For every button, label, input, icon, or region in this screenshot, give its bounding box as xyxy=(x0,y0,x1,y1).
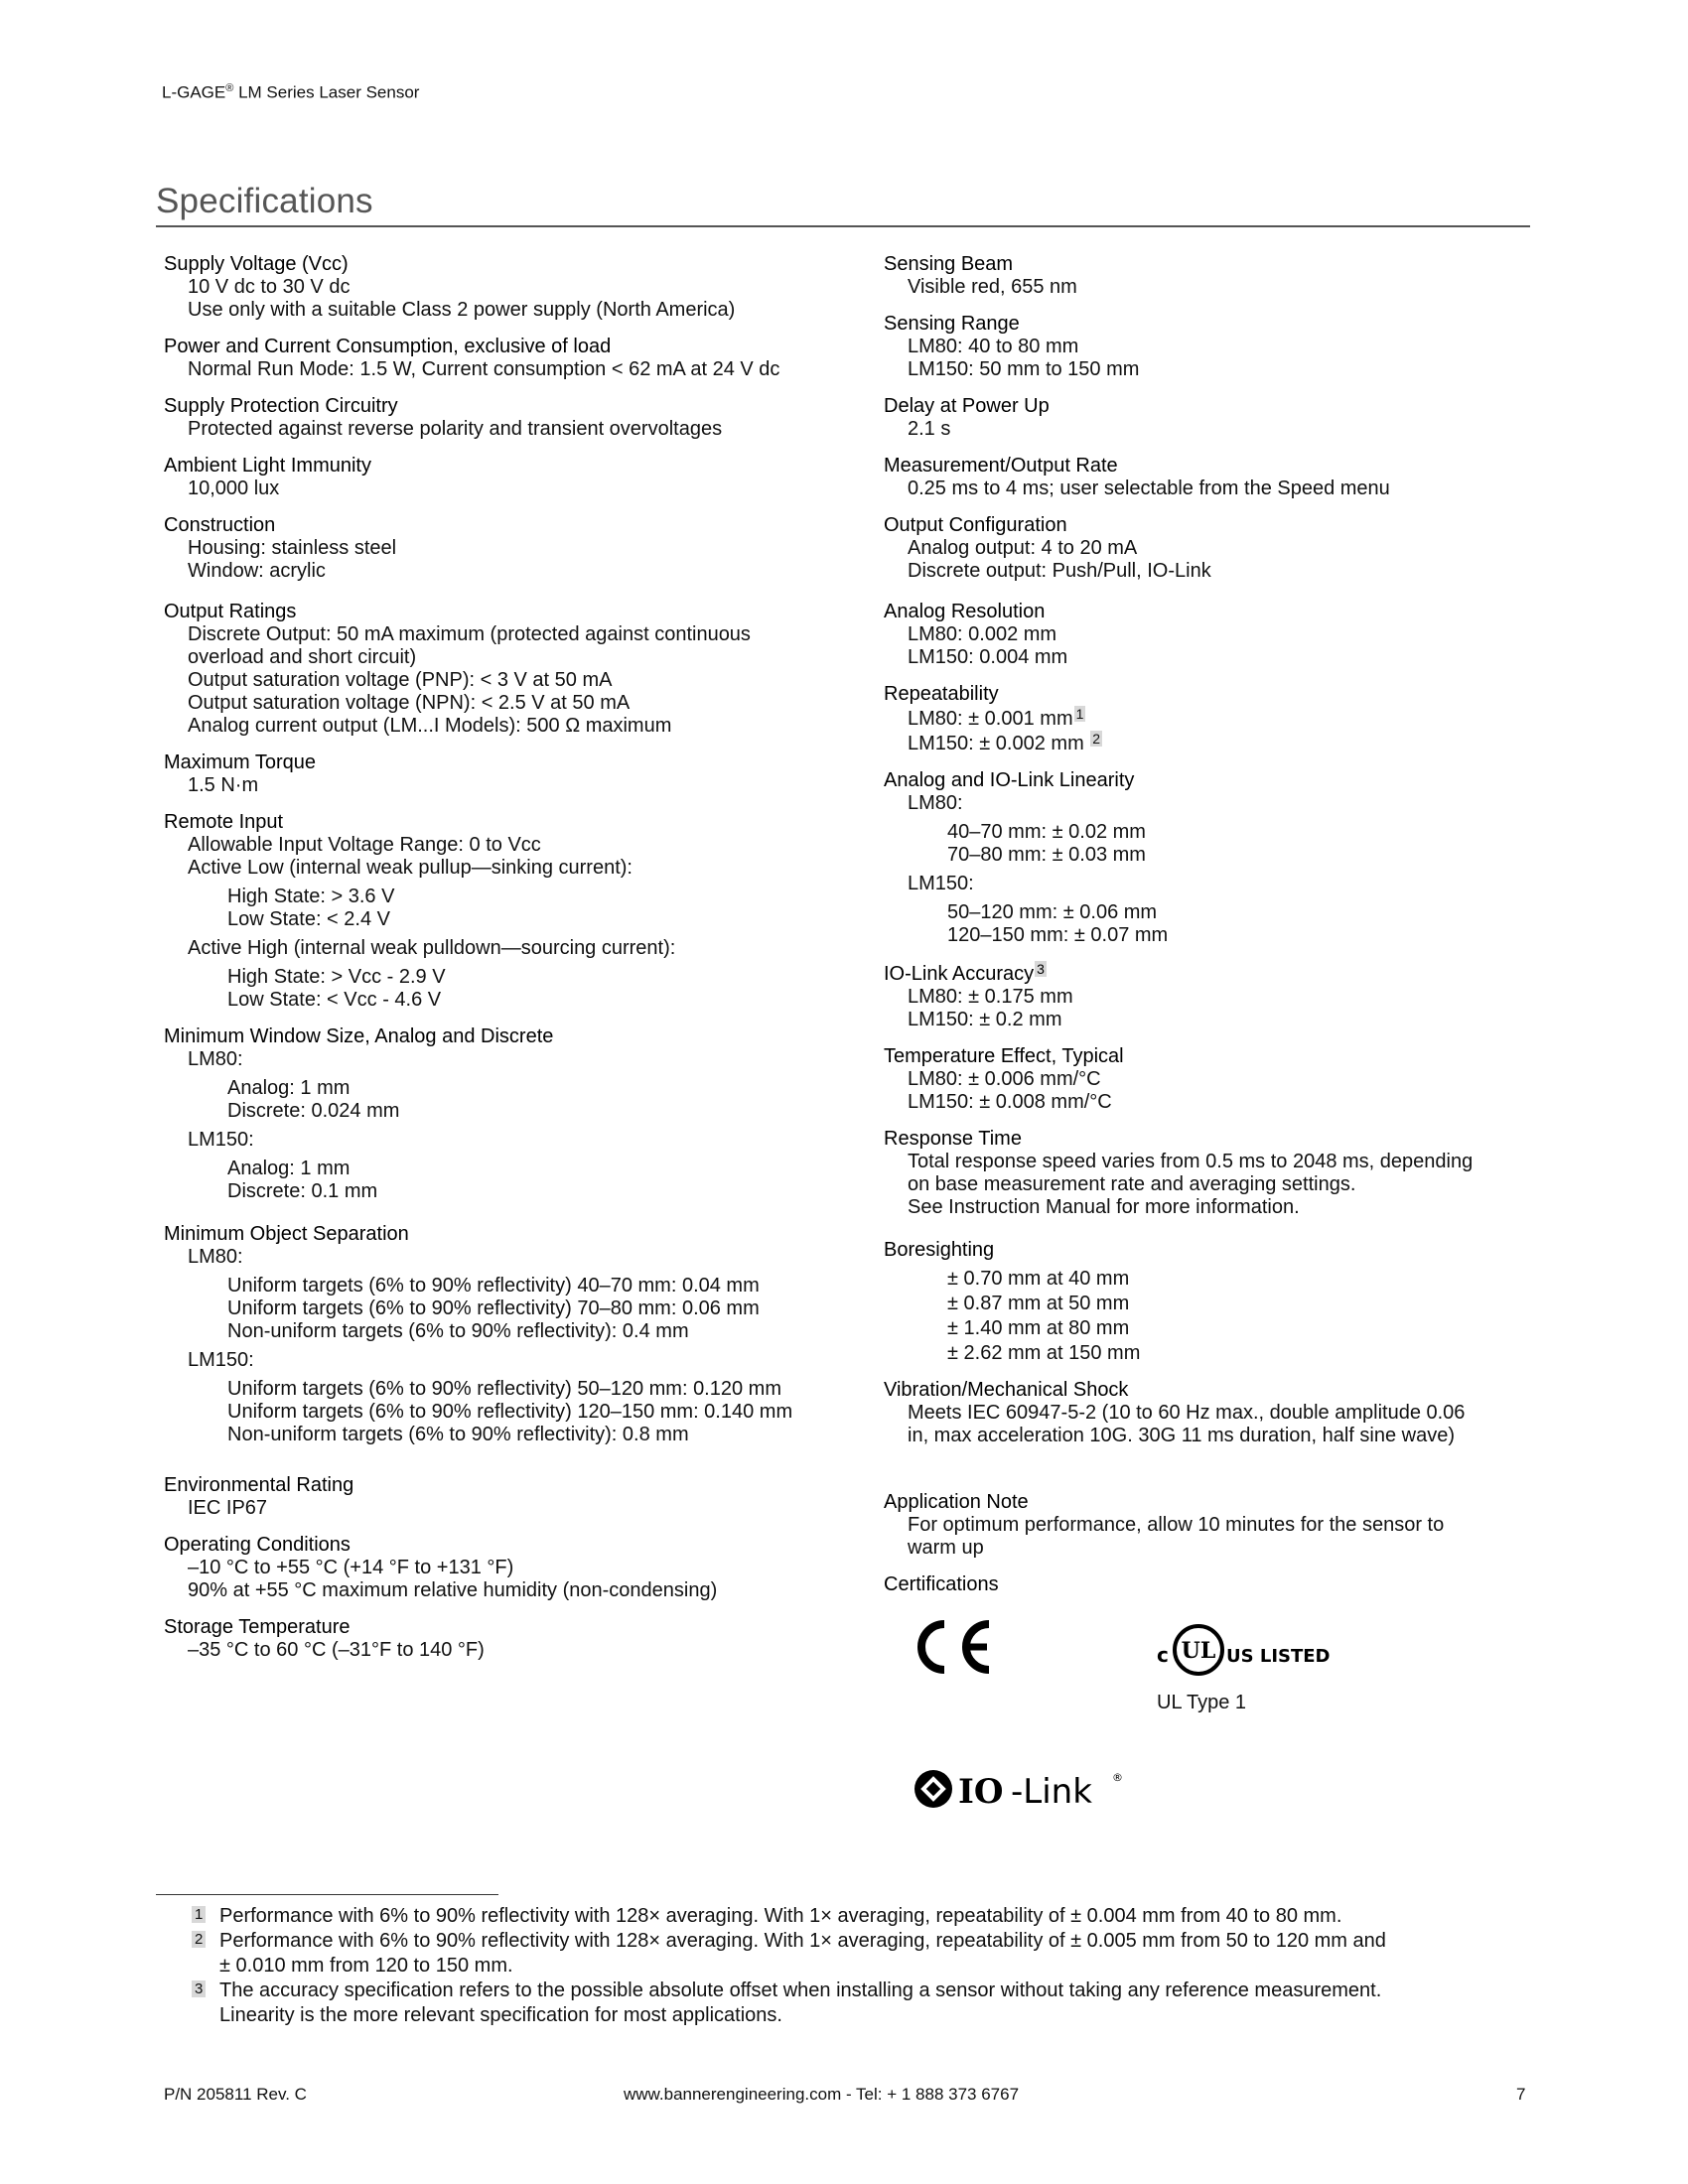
spec-value: 10,000 lux xyxy=(188,478,280,499)
spec-value: Window: acrylic xyxy=(188,560,326,582)
footnote-number: 1 xyxy=(192,1906,206,1923)
spec-heading: Repeatability xyxy=(884,683,999,705)
spec-value: Visible red, 655 nm xyxy=(908,276,1077,298)
spec-value: warm up xyxy=(908,1537,984,1559)
spec-value: 120–150 mm: ± 0.07 mm xyxy=(947,924,1169,946)
spec-value: Output saturation voltage (PNP): < 3 V at 50 mA xyxy=(188,669,613,691)
spec-certifications xyxy=(884,1573,1539,1812)
spec-vibration xyxy=(884,1379,1539,1447)
spec-value: 70–80 mm: ± 0.03 mm xyxy=(947,844,1146,866)
spec-value: LM80: 40 to 80 mm xyxy=(908,336,1079,357)
spec-heading: Vibration/Mechanical Shock xyxy=(884,1379,1129,1401)
spec-application-note xyxy=(884,1491,1539,1560)
spec-heading: Measurement/Output Rate xyxy=(884,455,1118,477)
spec-value: 1.5 N·m xyxy=(188,774,259,796)
svg-text:®: ® xyxy=(1112,1771,1123,1784)
spec-heading: Power and Current Consumption, exclusive of load xyxy=(164,336,612,357)
io-link-logo-icon xyxy=(914,1763,1132,1813)
spec-delay xyxy=(884,395,1539,441)
spec-subheading: LM150: xyxy=(188,1349,254,1371)
registered-mark: ® xyxy=(225,82,234,94)
spec-value: 40–70 mm: ± 0.02 mm xyxy=(947,821,1146,843)
spec-value: Analog: 1 mm xyxy=(227,1077,351,1099)
spec-value: Non-uniform targets (6% to 90% reflectivity): 0.4 mm xyxy=(227,1320,689,1342)
spec-value: Normal Run Mode: 1.5 W, Current consumption < 62 mA at 24 V dc xyxy=(188,358,780,380)
footnote-2 xyxy=(192,1929,1522,1979)
spec-value: Discrete: 0.024 mm xyxy=(227,1100,400,1122)
spec-heading: Boresighting xyxy=(884,1239,995,1261)
spec-column-left xyxy=(164,253,859,1676)
spec-heading: Output Configuration xyxy=(884,514,1067,536)
spec-heading: Minimum Window Size, Analog and Discrete xyxy=(164,1025,554,1047)
spec-heading: Supply Protection Circuitry xyxy=(164,395,398,417)
spec-value: IEC IP67 xyxy=(188,1497,268,1519)
svg-text:UL: UL xyxy=(1181,1638,1216,1664)
spec-subheading: LM80: xyxy=(188,1246,243,1268)
spec-value: Analog: 1 mm xyxy=(227,1158,351,1179)
spec-value: LM150: ± 0.2 mm xyxy=(908,1009,1062,1030)
spec-value: on base measurement rate and averaging settings. xyxy=(908,1173,1356,1195)
spec-output-ratings xyxy=(164,601,859,738)
spec-temperature-effect xyxy=(884,1045,1539,1114)
spec-operating xyxy=(164,1534,859,1602)
spec-value: Non-uniform targets (6% to 90% reflectivity): 0.8 mm xyxy=(227,1424,689,1445)
spec-value: Discrete Output: 50 mA maximum (protected against continuous xyxy=(188,623,751,645)
spec-value: Analog current output (LM...I Models): 500 Ω maximum xyxy=(188,715,672,737)
spec-object-separation xyxy=(164,1223,859,1446)
spec-value: Uniform targets (6% to 90% reflectivity) 120–150 mm: 0.140 mm xyxy=(227,1401,793,1423)
spec-value: Output saturation voltage (NPN): < 2.5 V at 50 mA xyxy=(188,692,631,714)
spec-resolution xyxy=(884,601,1539,669)
footnote-text: Performance with 6% to 90% reflectivity with 128× averaging. With 1× averaging, repeatability of ± 0.005 mm from 50 to 120 mm and xyxy=(219,1930,1386,1952)
footnote-ref-3[interactable]: 3 xyxy=(1037,961,1045,977)
spec-linearity xyxy=(884,769,1539,947)
spec-value: Meets IEC 60947-5-2 (10 to 60 Hz max., double amplitude 0.06 xyxy=(908,1402,1466,1424)
footnote-text: Linearity is the more relevant specification for most applications. xyxy=(219,2004,782,2026)
spec-value: Housing: stainless steel xyxy=(188,537,397,559)
page-title: Specifications xyxy=(156,182,373,220)
spec-subheading: LM150: xyxy=(908,873,974,894)
footnote-ref-1[interactable]: 1 xyxy=(1075,706,1084,722)
spec-heading: Sensing Beam xyxy=(884,253,1014,275)
spec-subheading: LM80: xyxy=(188,1048,243,1070)
svg-text:US LISTED: US LISTED xyxy=(1226,1646,1331,1667)
spec-heading: Analog and IO-Link Linearity xyxy=(884,769,1135,791)
spec-ambient xyxy=(164,455,859,500)
spec-value: ± 0.87 mm at 50 mm xyxy=(947,1293,1130,1314)
spec-value: Analog output: 4 to 20 mA xyxy=(908,537,1138,559)
spec-supply-voltage xyxy=(164,253,859,322)
spec-sensing-range xyxy=(884,313,1539,381)
spec-value: LM80: ± 0.006 mm/°C xyxy=(908,1068,1101,1090)
spec-environmental xyxy=(164,1474,859,1520)
ul-caption: UL Type 1 xyxy=(1157,1692,1247,1713)
spec-subheading: Active Low (internal weak pullup—sinking current): xyxy=(188,857,633,879)
spec-heading: Application Note xyxy=(884,1491,1029,1513)
footnote-text: Performance with 6% to 90% reflectivity with 128× averaging. With 1× averaging, repeatability of ± 0.004 mm from 40 to 80 mm. xyxy=(219,1905,1342,1927)
footer-contact: www.bannerengineering.com - Tel: + 1 888 373 6767 xyxy=(624,2085,1020,2104)
spec-heading: Storage Temperature xyxy=(164,1616,351,1638)
spec-heading: Operating Conditions xyxy=(164,1534,351,1556)
spec-response-time xyxy=(884,1128,1539,1219)
spec-heading: Remote Input xyxy=(164,811,284,833)
spec-value: See Instruction Manual for more information. xyxy=(908,1196,1300,1218)
svg-text:IO: IO xyxy=(958,1772,1004,1812)
spec-heading: Response Time xyxy=(884,1128,1022,1150)
spec-value: High State: > Vcc - 2.9 V xyxy=(227,966,446,988)
spec-value: Allowable Input Voltage Range: 0 to Vcc xyxy=(188,834,541,856)
spec-io-link-accuracy xyxy=(884,961,1539,1031)
spec-repeatability xyxy=(884,683,1539,755)
spec-value: LM150: ± 0.008 mm/°C xyxy=(908,1091,1112,1113)
spec-heading: Environmental Rating xyxy=(164,1474,354,1496)
spec-subheading: LM150: xyxy=(188,1129,254,1151)
footnote-1 xyxy=(192,1904,1522,1929)
spec-value: –10 °C to +55 °C (+14 °F to +131 °F) xyxy=(188,1557,514,1578)
ce-mark-icon xyxy=(908,1616,997,1678)
spec-window-size xyxy=(164,1025,859,1203)
spec-column-right xyxy=(884,253,1539,1812)
spec-heading: Sensing Range xyxy=(884,313,1020,335)
spec-heading: Maximum Torque xyxy=(164,751,317,773)
spec-value: LM80: ± 0.175 mm xyxy=(908,986,1073,1008)
spec-protection xyxy=(164,395,859,441)
spec-heading: Output Ratings xyxy=(164,601,297,622)
spec-heading: Certifications xyxy=(884,1573,999,1595)
spec-subheading: Active High (internal weak pulldown—sourcing current): xyxy=(188,937,676,959)
spec-boresighting xyxy=(884,1239,1539,1365)
spec-value: Discrete: 0.1 mm xyxy=(227,1180,378,1202)
certification-logos xyxy=(884,1596,1539,1812)
spec-subheading: LM80: xyxy=(908,792,963,814)
spec-rate xyxy=(884,455,1539,500)
spec-value: overload and short circuit) xyxy=(188,646,417,668)
spec-power xyxy=(164,336,859,381)
spec-value: –35 °C to 60 °C (–31°F to 140 °F) xyxy=(188,1639,485,1661)
spec-value: Uniform targets (6% to 90% reflectivity) 70–80 mm: 0.06 mm xyxy=(227,1297,760,1319)
spec-value: LM150: 50 mm to 150 mm xyxy=(908,358,1140,380)
spec-value: Discrete output: Push/Pull, IO-Link xyxy=(908,560,1211,582)
page-number: 7 xyxy=(1516,2085,1526,2104)
footer-part-number: P/N 205811 Rev. C xyxy=(164,2085,307,2104)
spec-value: 2.1 s xyxy=(908,418,951,440)
spec-value: LM80: 0.002 mm xyxy=(908,623,1057,645)
spec-value: LM150: ± 0.002 mm 2 xyxy=(908,731,1101,754)
spec-value: Use only with a suitable Class 2 power supply (North America) xyxy=(188,299,736,321)
spec-storage xyxy=(164,1616,859,1662)
spec-heading: Ambient Light Immunity xyxy=(164,455,371,477)
spec-value: 90% at +55 °C maximum relative humidity (non-condensing) xyxy=(188,1579,718,1601)
spec-value: LM150: 0.004 mm xyxy=(908,646,1068,668)
spec-value: Uniform targets (6% to 90% reflectivity) 50–120 mm: 0.120 mm xyxy=(227,1378,781,1400)
spec-value: Low State: < Vcc - 4.6 V xyxy=(227,989,442,1011)
spec-heading: Delay at Power Up xyxy=(884,395,1050,417)
footnote-number: 3 xyxy=(192,1980,206,1997)
spec-value: Uniform targets (6% to 90% reflectivity) 40–70 mm: 0.04 mm xyxy=(227,1275,760,1297)
ul-listed-logo-icon xyxy=(1157,1614,1340,1684)
spec-value: 10 V dc to 30 V dc xyxy=(188,276,351,298)
spec-value: 50–120 mm: ± 0.06 mm xyxy=(947,901,1158,923)
spec-remote-input xyxy=(164,811,859,1012)
footnote-text: The accuracy specification refers to the possible absolute offset when installing a sensor without taking any reference measurement. xyxy=(219,1979,1382,2001)
footnote-3 xyxy=(192,1979,1522,2028)
footnotes xyxy=(192,1904,1522,2028)
spec-heading: IO-Link Accuracy 3 xyxy=(884,961,1045,985)
footnote-text: ± 0.010 mm from 120 to 150 mm. xyxy=(219,1955,513,1977)
spec-heading: Analog Resolution xyxy=(884,601,1046,622)
spec-output-config xyxy=(884,514,1539,583)
spec-value: For optimum performance, allow 10 minutes for the sensor to xyxy=(908,1514,1445,1536)
spec-value: ± 0.70 mm at 40 mm xyxy=(947,1268,1130,1290)
svg-text:-Link: -Link xyxy=(1011,1772,1092,1812)
spec-construction xyxy=(164,514,859,583)
footnote-ref-2[interactable]: 2 xyxy=(1092,731,1101,747)
spec-value: ± 1.40 mm at 80 mm xyxy=(947,1317,1130,1339)
spec-torque xyxy=(164,751,859,797)
spec-heading: Construction xyxy=(164,514,276,536)
spec-heading: Supply Voltage (Vcc) xyxy=(164,253,349,275)
spec-value: Low State: < 2.4 V xyxy=(227,908,390,930)
spec-heading: Temperature Effect, Typical xyxy=(884,1045,1124,1067)
running-header: L-GAGE® LM Series Laser Sensor xyxy=(162,82,420,102)
spec-value: LM80: ± 0.001 mm 1 xyxy=(908,706,1084,730)
spec-heading: Minimum Object Separation xyxy=(164,1223,409,1245)
footnote-rule xyxy=(156,1894,498,1895)
spec-value: High State: > 3.6 V xyxy=(227,886,395,907)
spec-value: ± 2.62 mm at 150 mm xyxy=(947,1342,1141,1364)
spec-value: Protected against reverse polarity and transient overvoltages xyxy=(188,418,723,440)
footnote-number: 2 xyxy=(192,1931,206,1948)
spec-sensing-beam xyxy=(884,253,1539,299)
title-rule xyxy=(156,225,1530,227)
spec-value: Total response speed varies from 0.5 ms to 2048 ms, depending xyxy=(908,1151,1474,1172)
spec-value: 0.25 ms to 4 ms; user selectable from the Speed menu xyxy=(908,478,1390,499)
svg-text:c: c xyxy=(1157,1643,1169,1667)
spec-value: in, max acceleration 10G. 30G 11 ms duration, half sine wave) xyxy=(908,1425,1456,1446)
